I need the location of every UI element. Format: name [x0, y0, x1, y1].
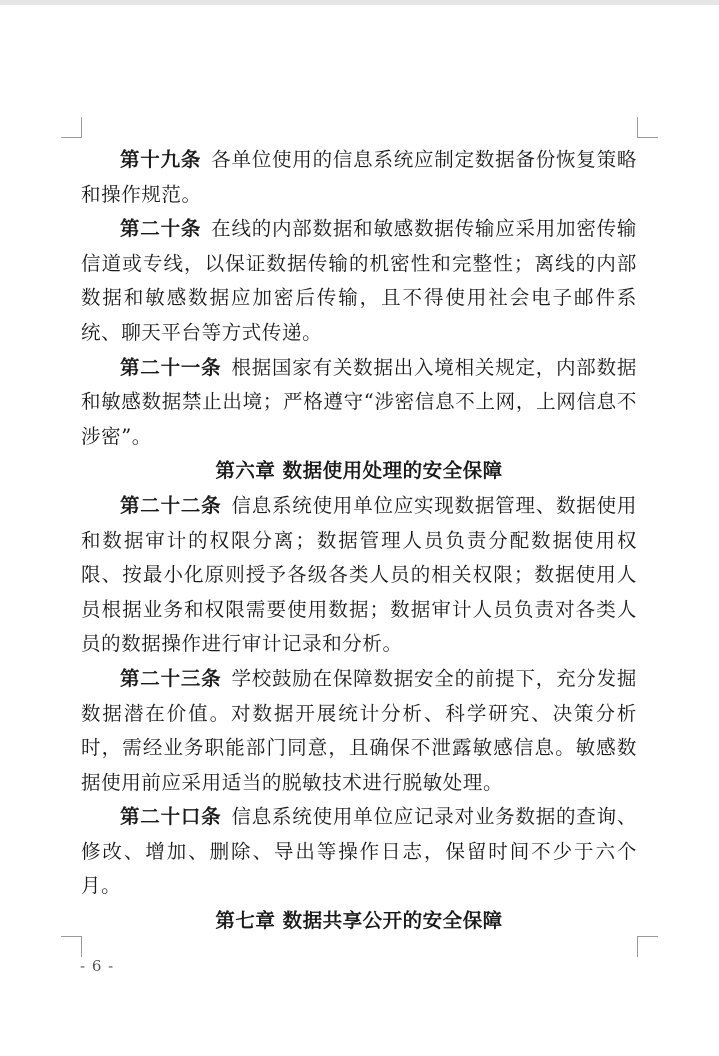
crop-mark-bottom-left	[61, 936, 82, 957]
article-text: 信息系统使用单位应记录对业务数据的查询、修改、增加、删除、导出等操作日志，保留时间不少于六个月。	[81, 805, 637, 898]
article-text: 在线的内部数据和敏感数据传输应采用加密传输信道或专线，以保证数据传输的机密性和完整性；离线的内部数据和敏感数据应加密后传输，且不得使用社会电子邮件系统、聊天平台等方式传递。	[81, 217, 637, 344]
article-label: 第二十二条	[120, 493, 222, 517]
article-text: 学校鼓励在保障数据安全的前提下，充分发掘数据潜在价值。对数据开展统计分析、科学研究、决策分析时，需经业务职能部门同意，且确保不泄露敏感信息。敏感数据使用前应采用适当的脱敏技术进行脱敏处理。	[81, 666, 637, 794]
crop-mark-top-left	[61, 117, 82, 138]
article-text: 根据国家有关数据出入境相关规定，内部数据和敏感数据禁止出境；严格遵守“涉密信息不上网，上网信息不涉密”。	[81, 355, 637, 448]
article-23	[81, 662, 637, 800]
page-number: - 6 -	[80, 957, 115, 975]
article-22	[81, 489, 637, 662]
article-24	[81, 800, 637, 904]
article-text: 信息系统使用单位应实现数据管理、数据使用和数据审计的权限分离；数据管理人员负责分配数据使用权限、按最小化原则授予各级各类人员的相关权限；数据使用人员根据业务和权限需要使用数据；数据审计人员负责对各类人员的数据操作进行审计记录和分析。	[81, 493, 637, 656]
crop-mark-top-right	[637, 117, 658, 138]
chapter-6-heading: 第六章 数据使用处理的安全保障	[215, 459, 503, 483]
document-body	[81, 143, 637, 939]
article-label: 第二十条	[120, 217, 202, 241]
document-page	[0, 5, 719, 1056]
article-21	[81, 351, 637, 455]
article-text: 各单位使用的信息系统应制定数据备份恢复策略和操作规范。	[81, 148, 637, 206]
article-label: 第二十一条	[120, 355, 222, 379]
article-20	[81, 212, 637, 350]
article-label: 第十九条	[120, 148, 202, 171]
article-19	[81, 143, 637, 212]
chapter-7-heading: 第七章 数据共享公开的安全保障	[215, 909, 503, 933]
article-label: 第二十口条	[120, 805, 222, 829]
article-label: 第二十三条	[120, 666, 222, 690]
crop-mark-bottom-right	[637, 936, 658, 957]
